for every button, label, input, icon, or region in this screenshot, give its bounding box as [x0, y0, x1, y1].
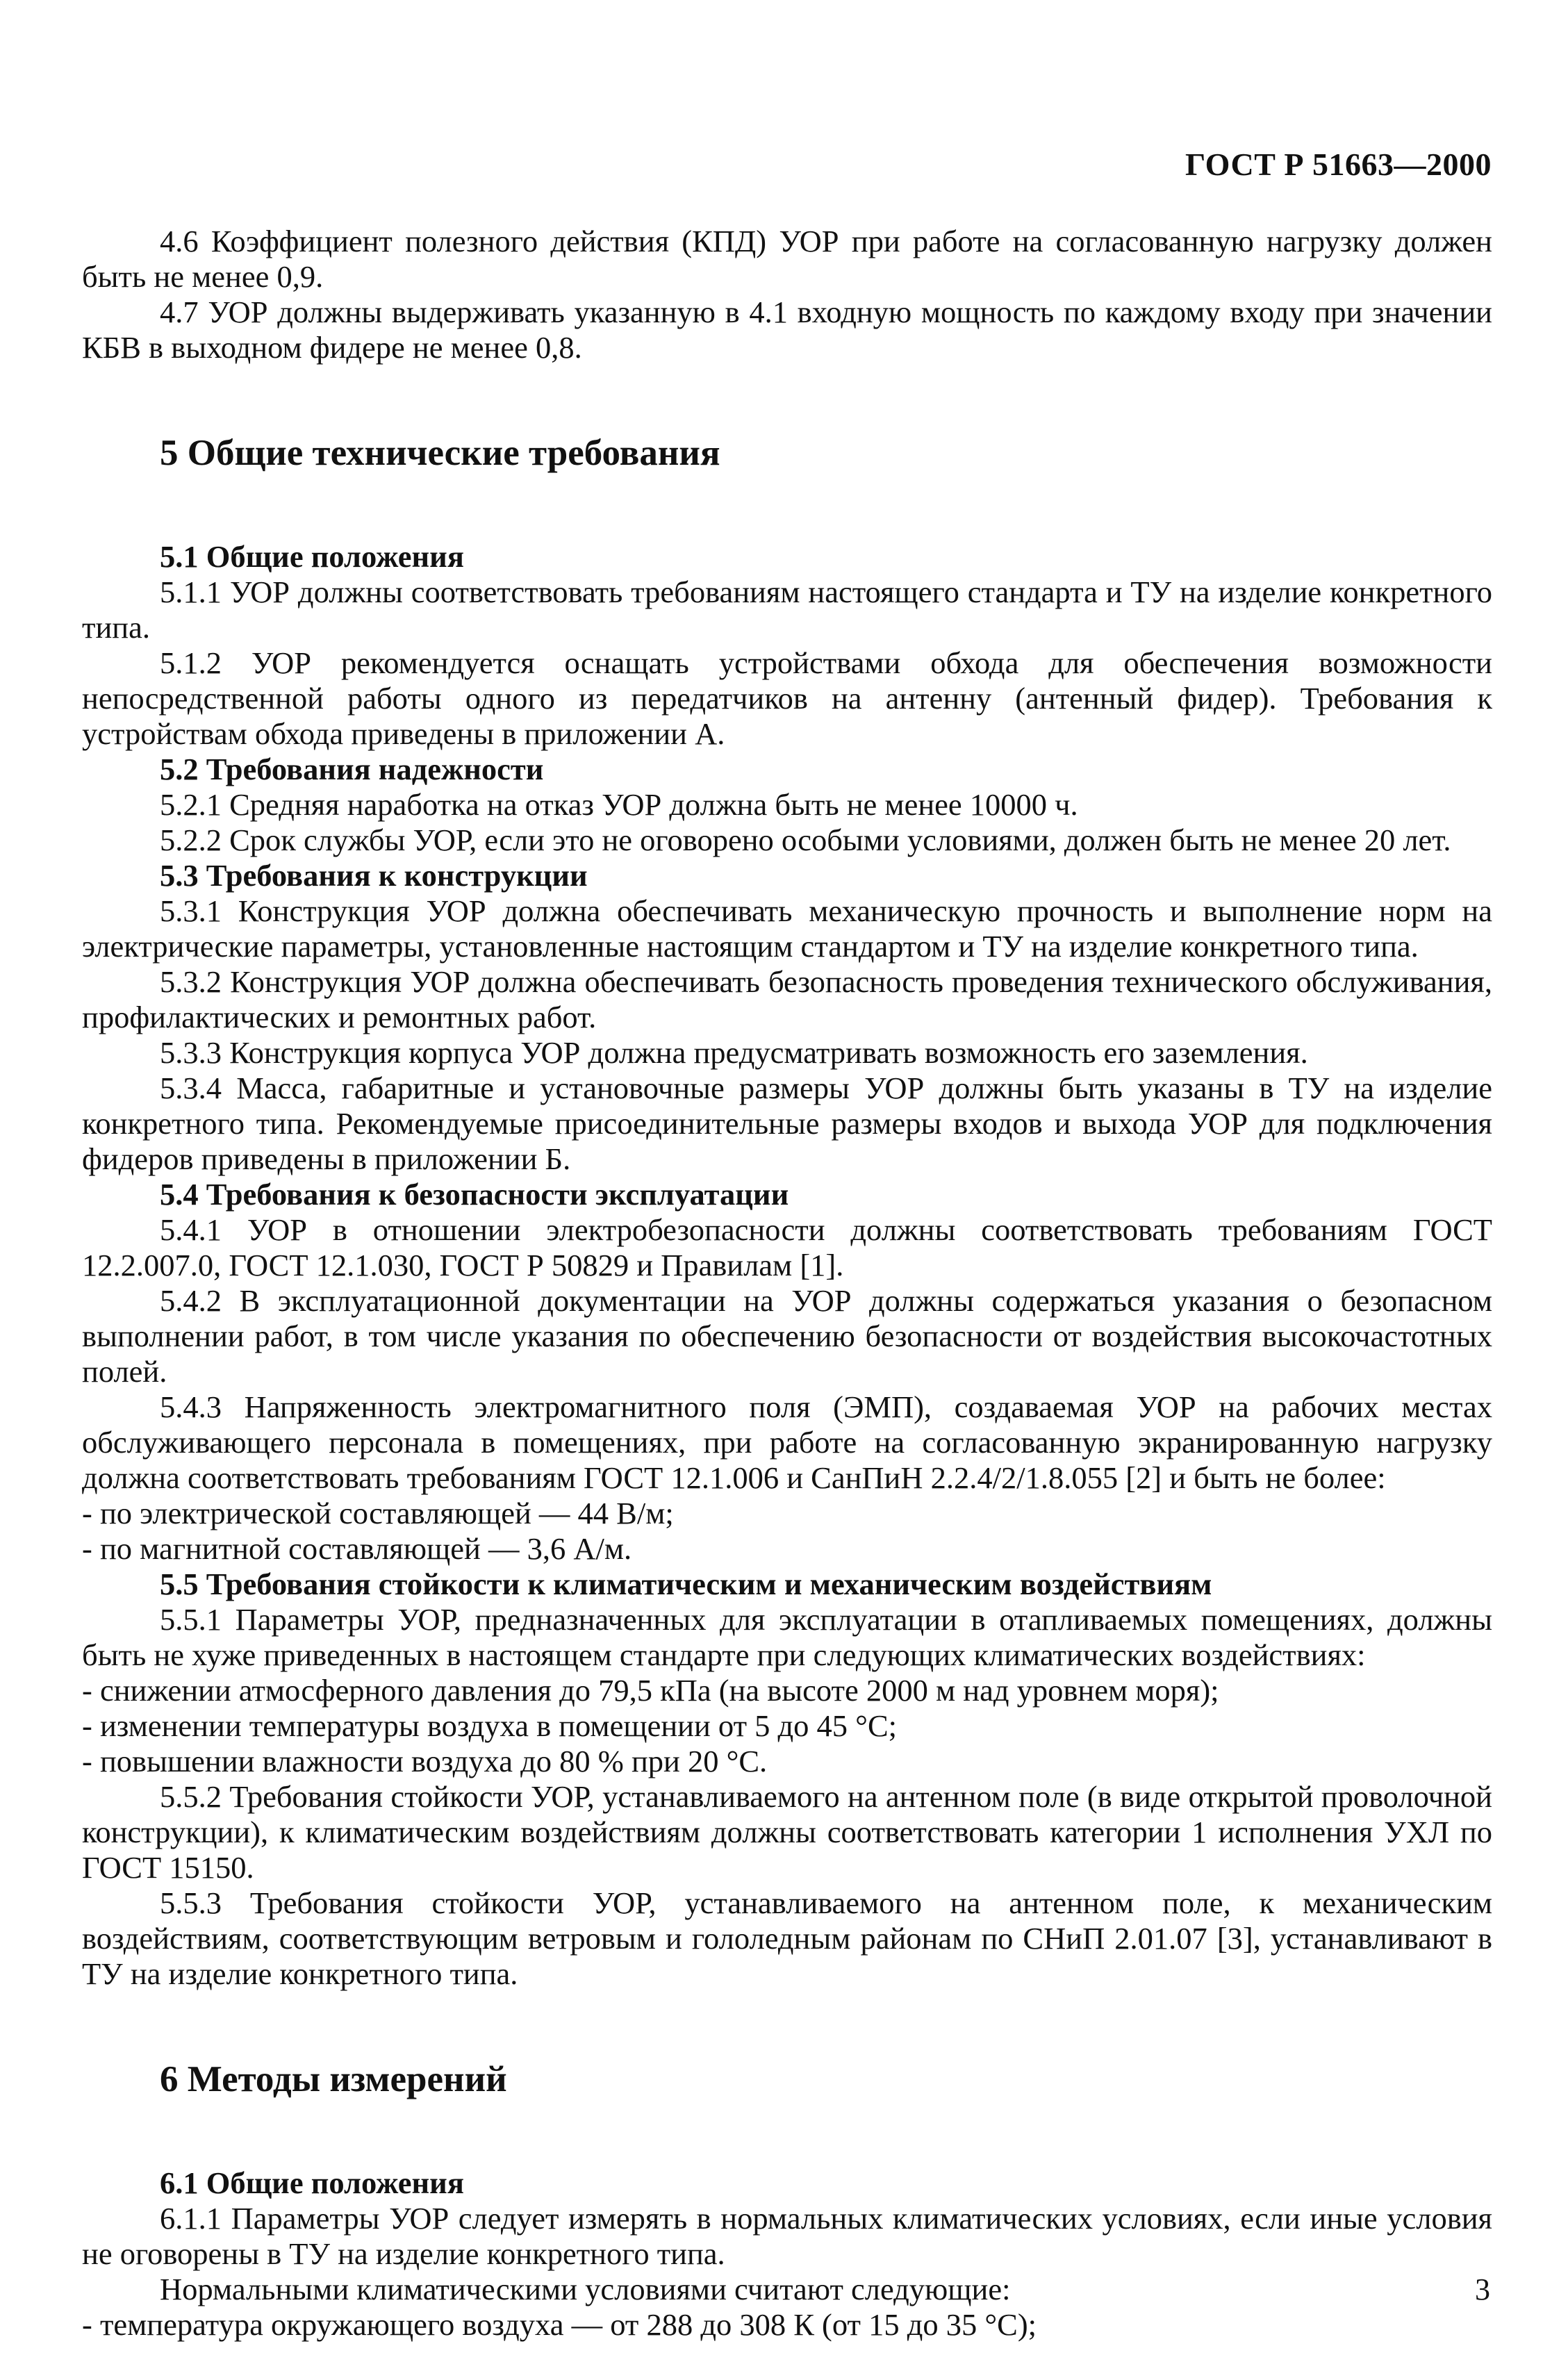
- paragraph: 5.5.1 Параметры УОР, предназначенных для эксплуатации в отапливаемых помещениях, должны быть не хуже приведенных в настоящем стандарте при следующих климатических воздействиях:: [82, 1602, 1492, 1672]
- paragraph: 6.1.1 Параметры УОР следует измерять в нормальных климатических условиях, если иные условия не оговорены в ТУ на изделие конкретного типа.: [82, 2201, 1492, 2271]
- subsection-heading: 5.2 Требования надежности: [160, 752, 544, 786]
- section-heading: 5 Общие технические требования: [160, 433, 720, 473]
- document-body: [82, 224, 1492, 2343]
- paragraph: 5.5.3 Требования стойкости УОР, устанавливаемого на антенном поле, к механическим воздействиям, соответствующим ветровым и гололедным районам по СНиП 2.01.07 [3], устанавливают в ТУ на изделие конкретного типа.: [82, 1885, 1492, 1991]
- list-item: - температура окружающего воздуха — от 288 до 308 К (от 15 до 35 °С);: [82, 2307, 1037, 2342]
- list-item: - снижении атмосферного давления до 79,5 кПа (на высоте 2000 м над уровнем моря);: [82, 1673, 1219, 1708]
- paragraph: 5.3.1 Конструкция УОР должна обеспечивать механическую прочность и выполнение норм на электрические параметры, установленные настоящим стандартом и ТУ на изделие конкретного типа.: [82, 893, 1492, 964]
- paragraph: 5.2.2 Срок службы УОР, если это не оговорено особыми условиями, должен быть не менее 20 лет.: [160, 823, 1451, 857]
- paragraph: 5.1.2 УОР рекомендуется оснащать устройствами обхода для обеспечения возможности непосредственной работы одного из передатчиков на антенну (антенный фидер). Требования к устройствам обхода приведены в приложении А.: [82, 645, 1492, 751]
- page-number: 3: [1475, 2272, 1490, 2306]
- paragraph: 5.3.2 Конструкция УОР должна обеспечивать безопасность проведения технического обслуживания, профилактических и ремонтных работ.: [82, 964, 1492, 1034]
- paragraph: 5.4.3 Напряженность электромагнитного поля (ЭМП), создаваемая УОР на рабочих местах обслуживающего персонала в помещениях, при работе на согласованную экранированную нагрузку должна соответствовать требованиям ГОСТ 12.1.006 и СанПиН 2.2.4/2/1.8.055 [2] и быть не более:: [82, 1389, 1492, 1495]
- subsection-heading: 5.1 Общие положения: [160, 539, 464, 574]
- list-item: - изменении температуры воздуха в помещении от 5 до 45 °С;: [82, 1708, 898, 1743]
- paragraph: 5.1.1 УОР должны соответствовать требованиям настоящего стандарта и ТУ на изделие конкретного типа.: [82, 575, 1492, 645]
- list-item: - по электрической составляющей — 44 В/м;: [82, 1496, 674, 1530]
- paragraph: 5.4.2 В эксплуатационной документации на УОР должны содержаться указания о безопасном выполнении работ, в том числе указания по обеспечению безопасности от воздействия высокочастотных полей.: [82, 1283, 1492, 1389]
- list-item: - по магнитной составляющей — 3,6 А/м.: [82, 1531, 632, 1566]
- paragraph: 5.5.2 Требования стойкости УОР, устанавливаемого на антенном поле (в виде открытой проволочной конструкции), к климатическим воздействиям должны соответствовать категории 1 исполнения УХЛ по ГОСТ 15150.: [82, 1779, 1492, 1885]
- subsection-heading: 6.1 Общие положения: [160, 2165, 464, 2200]
- section-heading: 6 Методы измерений: [160, 2059, 507, 2099]
- paragraph: 4.7 УОР должны выдерживать указанную в 4.1 входную мощность по каждому входу при значении КБВ в выходном фидере не менее 0,8.: [82, 295, 1492, 365]
- paragraph: 5.3.3 Конструкция корпуса УОР должна предусматривать возможность его заземления.: [160, 1035, 1308, 1070]
- document-header: ГОСТ Р 51663—2000: [1185, 147, 1492, 182]
- paragraph: 5.2.1 Средняя наработка на отказ УОР должна быть не менее 10000 ч.: [160, 787, 1078, 822]
- subsection-heading: 5.4 Требования к безопасности эксплуатации: [160, 1177, 789, 1212]
- list-item: - повышении влажности воздуха до 80 % при 20 °С.: [82, 1744, 768, 1778]
- subsection-heading: 5.3 Требования к конструкции: [160, 858, 588, 893]
- paragraph: 5.3.4 Масса, габаритные и установочные размеры УОР должны быть указаны в ТУ на изделие конкретного типа. Рекомендуемые присоединительные размеры входов и выхода УОР для подключения фидеров приведены в приложении Б.: [82, 1071, 1492, 1176]
- subsection-heading: 5.5 Требования стойкости к климатическим и механическим воздействиям: [160, 1567, 1212, 1601]
- paragraph: 4.6 Коэффициент полезного действия (КПД) УОР при работе на согласованную нагрузку должен быть не менее 0,9.: [82, 224, 1492, 294]
- paragraph: 5.4.1 УОР в отношении электробезопасности должны соответствовать требованиям ГОСТ 12.2.007.0, ГОСТ 12.1.030, ГОСТ Р 50829 и Правилам [1].: [82, 1212, 1492, 1282]
- paragraph: Нормальными климатическими условиями считают следующие:: [160, 2272, 1011, 2306]
